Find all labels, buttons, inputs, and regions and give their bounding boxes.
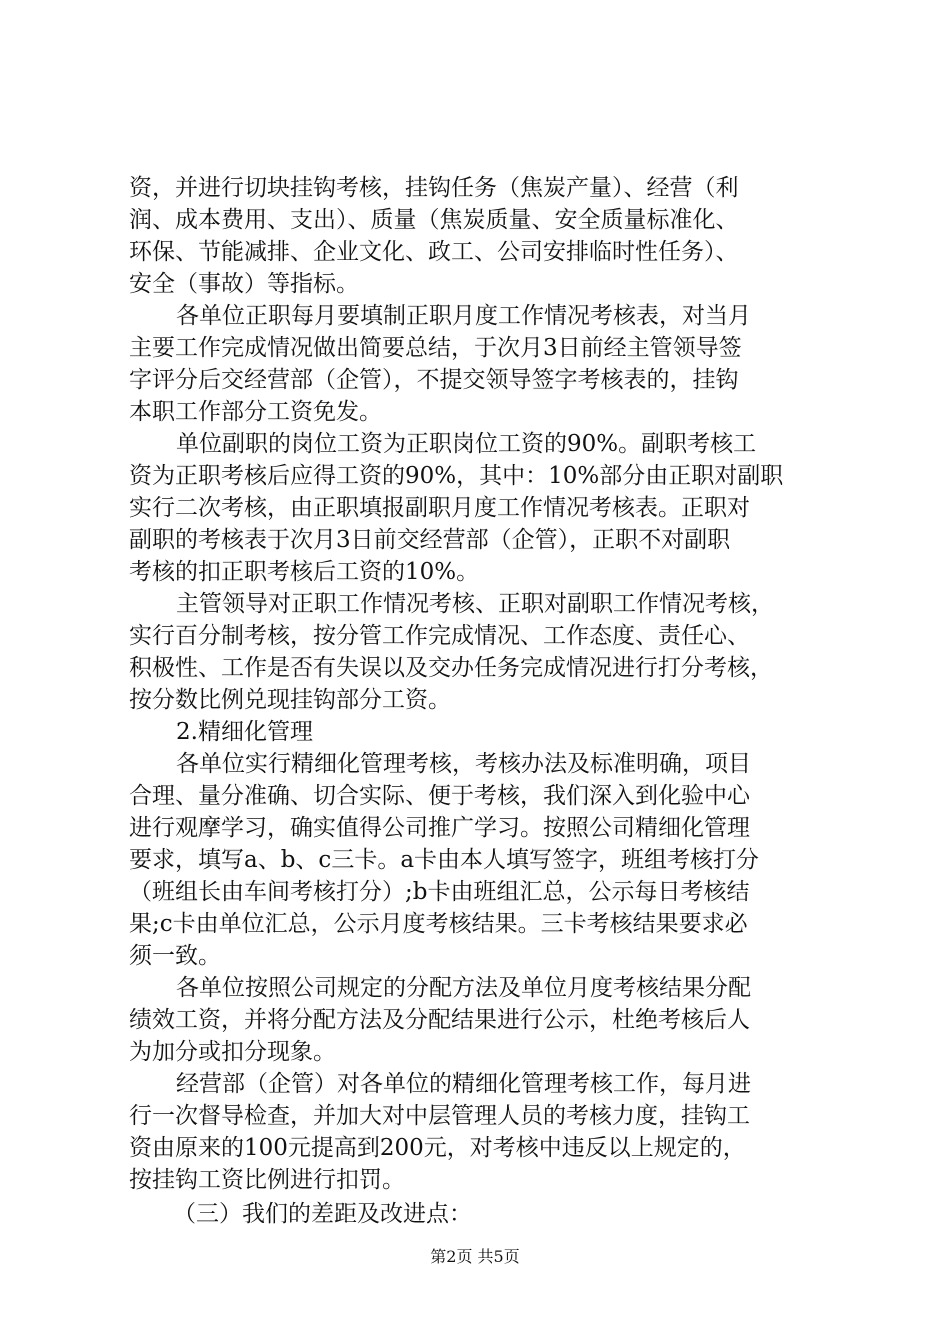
text-line: 环保、节能减排、企业文化、政工、公司安排临时性任务）、 [129, 239, 739, 265]
text-line: 进行观摩学习，确实值得公司推广学习。按照公司精细化管理 [129, 815, 750, 841]
text-line: 实行百分制考核，按分管工作完成情况、工作态度、责任心、 [129, 623, 750, 649]
paragraph-start: 各单位正职每月要填制正职月度工作情况考核表，对当月 [176, 303, 751, 329]
text-line: 须一致。 [129, 943, 221, 969]
paragraph-start: 单位副职的岗位工资为正职岗位工资的90%。副职考核工 [176, 431, 757, 457]
text-line: 果;c卡由单位汇总，公示月度考核结果。三卡考核结果要求必 [129, 911, 748, 937]
text-line: 考核的扣正职考核后工资的10%。 [129, 559, 480, 585]
paragraph-start: 主管领导对正职工作情况考核、正职对副职工作情况考核， [176, 591, 774, 617]
text-line: 绩效工资，并将分配方法及分配结果进行公示，杜绝考核后人 [129, 1007, 750, 1033]
section-heading: 2.精细化管理 [176, 719, 313, 745]
text-line: 本职工作部分工资免发。 [129, 399, 382, 425]
paragraph-start: 经营部（企管）对各单位的精细化管理考核工作，每月进 [176, 1071, 751, 1097]
text-line: 资，并进行切块挂钩考核，挂钩任务（焦炭产量）、经营（利 [129, 175, 739, 201]
text-line: 合理、量分准确、切合实际、便于考核，我们深入到化验中心 [129, 783, 750, 809]
section-heading: （三）我们的差距及改进点： [173, 1201, 472, 1227]
text-line: 为加分或扣分现象。 [129, 1039, 336, 1065]
text-line: 积极性、工作是否有失误以及交办任务完成情况进行打分考核， [129, 655, 773, 681]
text-line: 按挂钩工资比例进行扣罚。 [129, 1167, 405, 1193]
text-line: 主要工作完成情况做出简要总结，于次月3日前经主管领导签 [129, 335, 742, 361]
text-line: （班组长由车间考核打分）;b卡由班组汇总，公示每日考核结 [129, 879, 750, 905]
text-line: 行一次督导检查，并加大对中层管理人员的考核力度，挂钩工 [129, 1103, 750, 1129]
paragraph-start: 各单位按照公司规定的分配方法及单位月度考核结果分配 [176, 975, 751, 1001]
text-line: 润、成本费用、支出）、质量（焦炭质量、安全质量标准化、 [129, 207, 739, 233]
text-line: 资为正职考核后应得工资的90%，其中：10%部分由正职对副职 [129, 463, 784, 489]
text-line: 安全（事故）等指标。 [129, 271, 359, 297]
paragraph-start: 各单位实行精细化管理考核，考核办法及标准明确，项目 [176, 751, 751, 777]
text-line: 字评分后交经营部（企管），不提交领导签字考核表的，挂钩 [129, 367, 739, 393]
body-text [129, 172, 849, 1230]
text-line: 按分数比例兑现挂钩部分工资。 [129, 687, 451, 713]
text-line: 副职的考核表于次月3日前交经营部（企管），正职不对副职 [129, 527, 731, 553]
text-line: 要求，填写a、b、c三卡。a卡由本人填写签字，班组考核打分 [129, 847, 760, 873]
page-number: 第2页 共5页 [430, 1247, 520, 1266]
text-line: 资由原来的100元提高到200元，对考核中违反以上规定的， [129, 1135, 746, 1161]
text-line: 实行二次考核，由正职填报副职月度工作情况考核表。正职对 [129, 495, 750, 521]
